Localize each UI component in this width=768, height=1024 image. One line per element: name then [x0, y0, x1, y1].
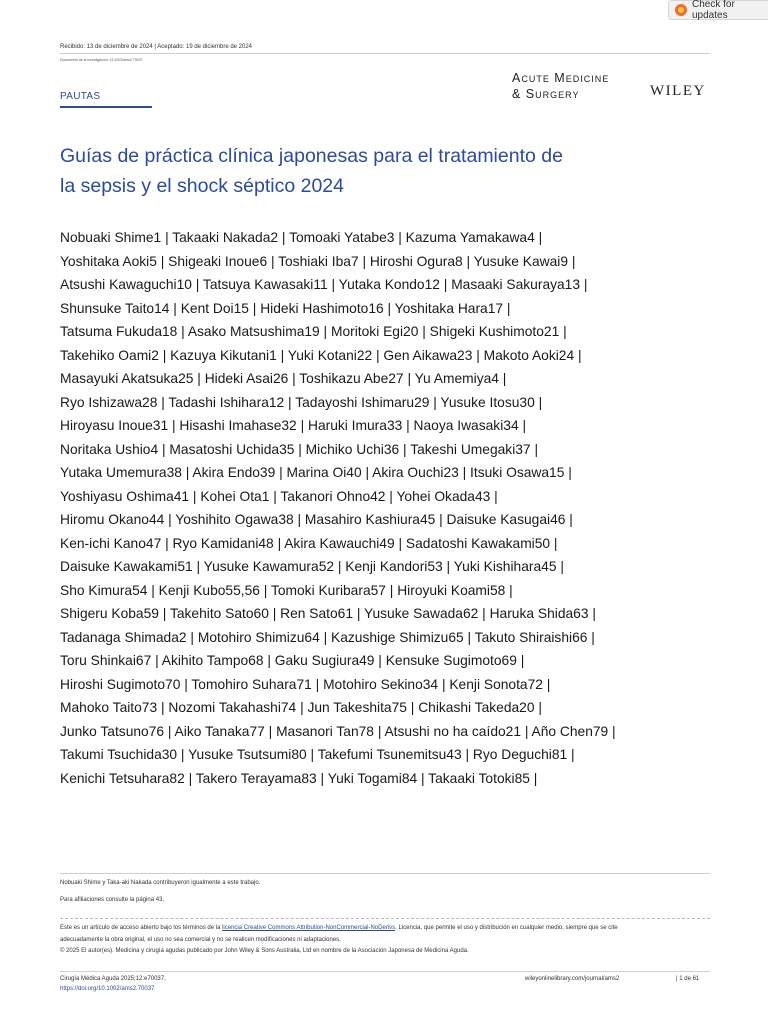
journal-logo [512, 70, 609, 102]
document-id: Documento de la investigación: 13.1002/ams2.70037 [60, 58, 143, 62]
license-text-start: Este es un artículo de acceso abierto bajo los términos de la [60, 925, 223, 931]
affiliations-note: Para afiliaciones consulte la página 43. [60, 897, 165, 903]
license-text-end: . Licencia, que permite el uso y distribución en cualquier medio, siempre que se cite [395, 925, 618, 931]
author-line: Mahoko Taito73 | Nozomi Takahashi74 | Jun Takeshita75 | Chikashi Takeda20 | [60, 700, 542, 715]
author-line: Toru Shinkai67 | Akihito Tampo68 | Gaku Sugiura49 | Kensuke Sugimoto69 | [60, 653, 525, 668]
author-line: Tadanaga Shimada2 | Motohiro Shimizu64 | Kazushige Shimizu65 | Takuto Shiraishi66 | [60, 629, 595, 645]
author-line: Masayuki Akatsuka25 | Hideki Asai26 | Toshikazu Abe27 | Yu Amemiya4 | [60, 371, 507, 386]
license-text [60, 923, 710, 933]
author-line: Sho Kimura54 | Kenji Kubo55,56 | Tomoki Kuribara57 | Hiroyuki Koami58 | [60, 582, 513, 598]
check-for-updates-label: Check for updates [692, 0, 735, 21]
section-underline [60, 106, 152, 108]
page-number: | 1 de 61 [676, 976, 700, 982]
journal-citation: Cirugía Médica Aguda 2025;12:e70037. [60, 976, 166, 982]
title-line-2: la sepsis y el shock séptico 2024 [60, 175, 344, 197]
author-line: Daisuke Kawakami51 | Yusuke Kawamura52 | Kenji Kandori53 | Yuki Kishihara45 | [60, 559, 564, 574]
author-line: Atsushi Kawaguchi10 | Tatsuya Kawasaki11 | Yutaka Kondo12 | Masaaki Sakuraya13 | [60, 277, 588, 292]
license-divider [60, 918, 710, 919]
copyright-notice: © 2025 El autor(es). Medicina y cirugía agudas publicado por John Wiley & Sons Australia, Ltd en nombre de la Asociación Japonesa de Medicina Aguda. [60, 948, 469, 954]
received-accepted-dates: Recibido: 13 de diciembre de 2024 | Aceptado: 19 de diciembre de 2024 [60, 44, 253, 50]
author-line: Ryo Ishizawa28 | Tadashi Ishihara12 | Tadayoshi Ishimaru29 | Yusuke Itosu30 | [60, 394, 543, 410]
section-label: PAUTAS [60, 91, 101, 102]
footnote-divider [60, 873, 710, 874]
author-line: Takehiko Oami2 | Kazuya Kikutani1 | Yuki Kotani22 | Gen Aikawa23 | Makoto Aoki24 | [60, 347, 582, 363]
author-line: Hiromu Okano44 | Yoshihito Ogawa38 | Masahiro Kashiura45 | Daisuke Kasugai46 | [60, 512, 573, 527]
crossmark-icon [675, 4, 687, 16]
author-line: Junko Tatsuno76 | Aiko Tanaka77 | Masanori Tan78 | Atsushi no ha caído21 | Año Chen79 | [60, 723, 616, 739]
author-line: Hiroshi Sugimoto70 | Tomohiro Suhara71 | Motohiro Sekino34 | Kenji Sonota72 | [60, 676, 551, 692]
author-line: Kenichi Tetsuhara82 | Takero Terayama83 | Yuki Togami84 | Takaaki Totoki85 | [60, 770, 538, 786]
author-line: Nobuaki Shime1 | Takaaki Nakada2 | Tomoaki Yatabe3 | Kazuma Yamakawa4 | [60, 230, 543, 245]
author-line: Ken-ichi Kano47 | Ryo Kamidani48 | Akira Kawauchi49 | Sadatoshi Kawakami50 | [60, 535, 558, 551]
license-text-line2: adecuadamente la obra original, el uso no sea comercial y no se realicen modificaciones ni adaptaciones. [60, 937, 341, 943]
header-divider [60, 53, 710, 54]
doi-link[interactable]: https://doi.org/10.1002/ams2.70037 [60, 986, 155, 992]
journal-site-link[interactable]: wileyonlinelibrary.com/journal/ams2 [525, 976, 620, 982]
journal-name-line1: Acute Medicine [512, 71, 610, 85]
author-line: Yoshiyasu Oshima41 | Kohei Ota1 | Takanori Ohno42 | Yohei Okada43 | [60, 488, 498, 504]
page-footer-divider [60, 971, 710, 972]
author-line: Shigeru Koba59 | Takehito Sato60 | Ren Sato61 | Yusuke Sawada62 | Haruka Shida63 | [60, 606, 596, 621]
check-for-updates-button[interactable] [668, 0, 768, 20]
author-line: Hiroyasu Inoue31 | Hisashi Imahase32 | Haruki Imura33 | Naoya Iwasaki34 | [60, 418, 527, 433]
journal-name-line2: & Surgery [512, 87, 580, 101]
author-line: Takumi Tsuchida30 | Yusuke Tsutsumi80 | Takefumi Tsunemitsu43 | Ryo Deguchi81 | [60, 747, 575, 762]
author-list [60, 226, 720, 790]
equal-contribution-note: Nobuaki Shime y Taka-aki Nakada contribuyeron igualmente a este trabajo. [60, 880, 261, 886]
author-line: Shunsuke Taito14 | Kent Doi15 | Hideki Hashimoto16 | Yoshitaka Hara17 | [60, 300, 511, 316]
author-line: Yutaka Umemura38 | Akira Endo39 | Marina Oi40 | Akira Ouchi23 | Itsuki Osawa15 | [60, 465, 572, 480]
license-link[interactable]: licencia Creative Commons Attribution-NonCommercial-NoDerivs [222, 925, 396, 931]
article-title [60, 141, 660, 201]
author-line: Noritaka Ushio4 | Masatoshi Uchida35 | Michiko Uchi36 | Takeshi Umegaki37 | [60, 441, 539, 457]
author-line: Tatsuma Fukuda18 | Asako Matsushima19 | Moritoki Egi20 | Shigeki Kushimoto21 | [60, 324, 567, 339]
publisher-logo: WILEY [650, 83, 706, 99]
title-line-1: Guías de práctica clínica japonesas para el tratamiento de [60, 145, 563, 167]
author-line: Yoshitaka Aoki5 | Shigeaki Inoue6 | Toshiaki Iba7 | Hiroshi Ogura8 | Yusuke Kawai9 | [60, 253, 576, 269]
